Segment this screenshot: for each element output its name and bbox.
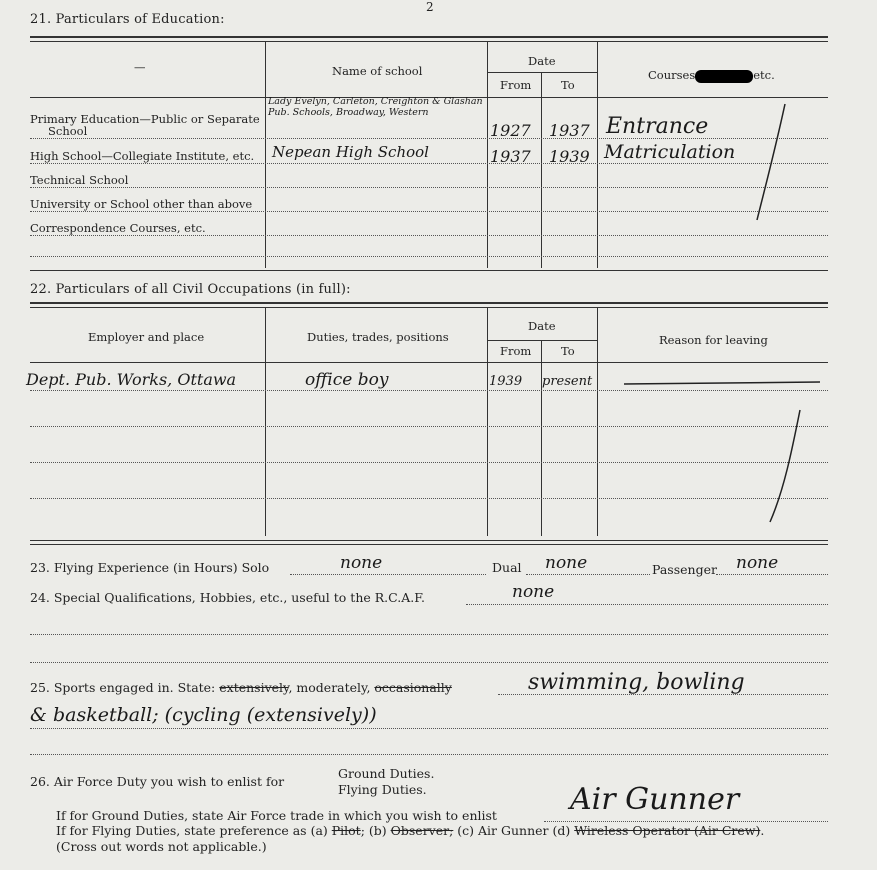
column-line — [541, 72, 542, 268]
column-line — [541, 340, 542, 536]
opt-extensively: extensively — [219, 680, 289, 695]
column-line — [597, 308, 598, 536]
redaction-mark — [695, 70, 753, 83]
section-21-title: 21. Particulars of Education: — [30, 12, 225, 27]
answer-line — [466, 604, 828, 605]
flying-line-start: If for Flying Duties, state preference as (a) — [56, 823, 332, 838]
primary-to: 1937 — [549, 121, 590, 140]
ground-duties-value: Air Gunner — [570, 782, 740, 817]
flying-duties-line — [56, 823, 764, 838]
answer-line — [544, 821, 828, 822]
dual-label: Dual — [492, 560, 522, 575]
row-line — [30, 187, 828, 188]
opt-flying-duties: Flying Duties. — [338, 782, 427, 797]
col-dash: — — [134, 60, 146, 74]
course-primary: Entrance — [606, 114, 709, 139]
flying-experience-label: 23. Flying Experience (in Hours) Solo — [30, 560, 270, 575]
page-number: 2 — [426, 0, 434, 14]
line-end: . — [760, 823, 765, 838]
sports-value-1: swimming, bowling — [528, 670, 745, 695]
dual-value: none — [545, 553, 588, 573]
divider — [30, 307, 828, 308]
row-line — [30, 235, 828, 236]
col-from-header: From — [500, 78, 532, 92]
col-reason-header: Reason for leaving — [659, 333, 768, 347]
high-to: 1939 — [549, 147, 590, 166]
section-22-title: 22. Particulars of all Civil Occupations (in full): — [30, 282, 351, 297]
row-label-technical: Technical School — [30, 173, 129, 187]
job-from: 1939 — [489, 374, 523, 389]
passenger-label: Passenger — [652, 562, 717, 577]
school-primary: Lady Evelyn, Carleton, Creighton & Glashan Pub. Schools, Broadway, Western — [268, 96, 483, 118]
ditto-stroke — [745, 100, 795, 230]
primary-from: 1927 — [490, 121, 531, 140]
row-line — [30, 138, 828, 139]
special-qualifications-label: 24. Special Qualifications, Hobbies, etc., useful to the R.C.A.F. — [30, 590, 425, 605]
answer-line — [30, 662, 828, 663]
duties-entry: office boy — [305, 370, 389, 390]
air-force-duty-label: 26. Air Force Duty you wish to enlist for — [30, 774, 285, 789]
school-high: Nepean High School — [272, 143, 429, 161]
row-label-primary-2: School — [48, 124, 88, 138]
divider — [30, 362, 828, 363]
opt-occasionally: occasionally — [374, 680, 452, 695]
opt-observer: Observer; — [390, 823, 454, 838]
opt-gunner: (c) Air Gunner (d) — [453, 823, 575, 838]
row-line — [30, 163, 828, 164]
col-employer-header: Employer and place — [88, 330, 205, 344]
sep-b: ; (b) — [360, 823, 391, 838]
special-qualifications-value: none — [512, 582, 555, 602]
row-label-primary: Primary Education—Public or Separate — [30, 112, 260, 126]
col-date-header-22: Date — [528, 319, 556, 333]
sports-label — [30, 680, 452, 695]
job-to: present — [542, 374, 593, 389]
passenger-value: none — [736, 553, 779, 573]
row-label-high-school: High School—Collegiate Institute, etc. — [30, 149, 255, 163]
answer-line — [716, 574, 828, 575]
row-label-university: University or School other than above — [30, 197, 253, 211]
answer-line — [30, 728, 828, 729]
row-label-correspondence: Correspondence Courses, etc. — [30, 221, 206, 235]
ground-duties-line: If for Ground Duties, state Air Force trade in which you wish to enlist — [56, 808, 497, 823]
answer-line — [526, 574, 650, 575]
divider — [30, 41, 828, 42]
high-from: 1937 — [490, 147, 531, 166]
divider — [30, 270, 828, 271]
opt-ground-duties: Ground Duties. — [338, 766, 435, 781]
opt-moderately: , moderately, — [288, 680, 375, 695]
col-to-header: To — [561, 78, 575, 92]
col-from-header-22: From — [500, 344, 532, 358]
column-line — [487, 308, 488, 536]
divider — [30, 544, 828, 545]
opt-pilot: Pilot — [331, 823, 361, 838]
divider — [30, 302, 828, 304]
row-line — [30, 211, 828, 212]
col-courses-end: etc. — [753, 68, 775, 82]
col-date-header: Date — [528, 54, 556, 68]
column-line — [265, 308, 266, 536]
col-school-header: Name of school — [332, 64, 423, 78]
sports-value-2: & basketball; (cycling (extensively)) — [30, 704, 377, 726]
solo-value: none — [340, 553, 383, 573]
divider — [487, 340, 597, 341]
cross-out-note: (Cross out words not applicable.) — [56, 839, 267, 854]
col-courses-header — [648, 68, 775, 83]
divider — [30, 540, 828, 541]
row-line — [30, 256, 828, 257]
col-courses-label: Courses — [648, 68, 696, 82]
sports-label-start: 25. Sports engaged in. State: — [30, 680, 216, 695]
reason-strokes — [620, 370, 830, 530]
opt-wireless: Wireless Operator (Air Crew) — [574, 823, 761, 838]
answer-line — [30, 634, 828, 635]
divider — [487, 72, 597, 73]
col-to-header-22: To — [561, 344, 575, 358]
answer-line — [30, 754, 828, 755]
employer-entry: Dept. Pub. Works, Ottawa — [26, 370, 237, 389]
course-high: Matriculation — [604, 141, 736, 163]
divider — [30, 36, 828, 38]
answer-line — [290, 574, 486, 575]
col-duties-header: Duties, trades, positions — [307, 330, 449, 344]
